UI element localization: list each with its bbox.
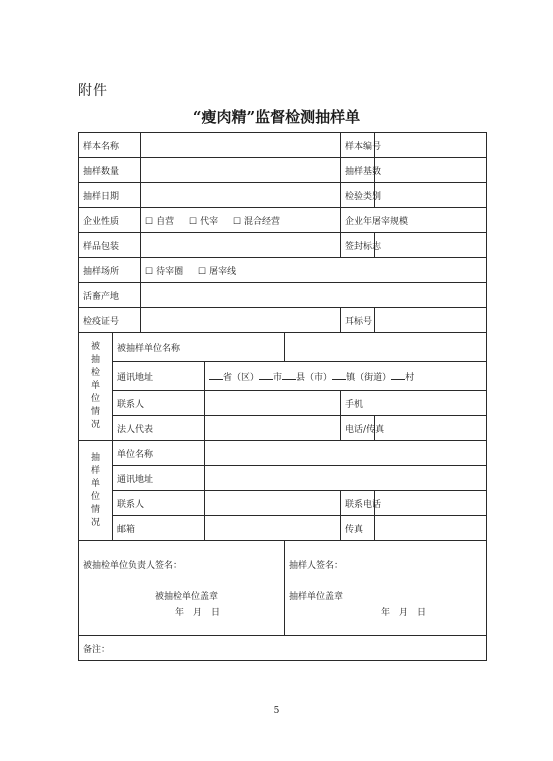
checkbox-icon: ☐	[145, 266, 154, 277]
addr-county: 县（市）	[296, 372, 333, 383]
form-row	[79, 362, 487, 391]
form-row	[79, 391, 487, 416]
self-op-checkbox[interactable]	[145, 217, 174, 227]
phone-fax-label: 电话/传真	[341, 416, 375, 441]
page-number: 5	[273, 706, 280, 716]
form-row	[79, 466, 487, 491]
origin-field[interactable]	[141, 283, 487, 308]
fax-field[interactable]	[375, 516, 487, 541]
ear-tag-label: 耳标号	[341, 308, 375, 333]
sample-id-field[interactable]	[375, 133, 487, 158]
form-row	[79, 333, 487, 362]
remarks-row	[79, 636, 487, 661]
contact-field[interactable]	[205, 391, 341, 416]
contact2-field[interactable]	[205, 491, 341, 516]
form-row	[79, 491, 487, 516]
checkbox-icon: ☐	[145, 216, 154, 227]
postcode-field[interactable]	[205, 516, 341, 541]
mixed-label: 混合经营	[244, 216, 281, 227]
contact2-label: 联系人	[113, 491, 205, 516]
seal-mark-label: 签封标志	[341, 233, 375, 258]
sampled-unit-side-label: 被抽检单位情况	[79, 333, 113, 441]
sample-name-label: 样本名称	[79, 133, 141, 158]
form-row	[79, 283, 487, 308]
form-row	[79, 133, 487, 158]
packaging-label: 样品包装	[79, 233, 141, 258]
agent-checkbox[interactable]	[189, 217, 218, 227]
sampler-signature-cell[interactable]	[285, 541, 487, 636]
annual-scale-label: 企业年屠宰规模	[345, 216, 409, 227]
sample-date-field[interactable]	[141, 183, 341, 208]
form-row	[79, 308, 487, 333]
remarks-cell[interactable]	[79, 636, 487, 661]
form-row	[79, 233, 487, 258]
address2-field[interactable]	[205, 466, 487, 491]
sampled-sign-label: 被抽检单位负责人签名：	[83, 561, 183, 571]
sampled-date: 年 月 日	[175, 608, 221, 618]
addr-city: 市	[273, 372, 283, 383]
line-label: 屠宰线	[209, 266, 237, 277]
form-row	[79, 416, 487, 441]
unit-name-field[interactable]	[205, 441, 487, 466]
line-checkbox[interactable]	[198, 267, 236, 277]
enterprise-type-options	[141, 208, 341, 233]
sampling-form-table	[78, 132, 487, 661]
ear-tag-field[interactable]	[375, 308, 487, 333]
legal-rep-field[interactable]	[205, 416, 341, 441]
sampler-date: 年 月 日	[381, 608, 427, 618]
addr-village: 村	[405, 372, 415, 383]
form-row	[79, 258, 487, 283]
sample-date-label: 抽样日期	[79, 183, 141, 208]
signature-row	[79, 541, 487, 636]
addr-town: 镇（街道）	[346, 372, 392, 383]
test-type-label: 检验类别	[341, 183, 375, 208]
sampler-stamp-label: 抽样单位盖章	[289, 592, 344, 602]
sampler-sign-label: 抽样人签名：	[289, 561, 344, 571]
checkbox-icon: ☐	[197, 266, 207, 277]
sample-place-label: 抽样场所	[79, 258, 141, 283]
remarks-label: 备注：	[83, 644, 111, 655]
form-row	[79, 208, 487, 233]
attachment-label: 附件	[78, 83, 108, 99]
sample-qty-label: 抽样数量	[79, 158, 141, 183]
address2-label: 通讯地址	[113, 466, 205, 491]
phone-fax-field[interactable]	[375, 416, 487, 441]
sampled-signature-cell[interactable]	[79, 541, 285, 636]
pen-label: 待宰圈	[156, 266, 184, 277]
sample-name-field[interactable]	[141, 133, 341, 158]
sampling-unit-side-label: 抽样单位情况	[79, 441, 113, 541]
sampled-unit-name-field[interactable]	[285, 333, 487, 362]
sample-base-field[interactable]	[375, 158, 487, 183]
page-title: “瘦肉精”监督检测抽样单	[192, 108, 361, 126]
contact-phone-label: 联系电话	[341, 491, 375, 516]
pen-checkbox[interactable]	[145, 267, 183, 277]
contact-phone-field[interactable]	[375, 491, 487, 516]
mixed-checkbox[interactable]	[233, 217, 280, 227]
seal-mark-field[interactable]	[375, 233, 487, 258]
quarantine-no-field[interactable]	[141, 308, 341, 333]
sampled-stamp-label: 被抽检单位盖章	[155, 592, 219, 602]
packaging-field[interactable]	[141, 233, 341, 258]
address-label: 通讯地址	[113, 362, 205, 391]
sample-base-label: 抽样基数	[341, 158, 375, 183]
checkbox-icon: ☐	[188, 216, 198, 227]
sample-place-options	[141, 258, 487, 283]
contact-label: 联系人	[113, 391, 205, 416]
form-row	[79, 158, 487, 183]
checkbox-icon: ☐	[232, 216, 242, 227]
postcode-label: 邮箱	[113, 516, 205, 541]
self-op-label: 自营	[156, 216, 175, 227]
agent-label: 代宰	[200, 216, 219, 227]
form-row	[79, 516, 487, 541]
addr-province: 省（区）	[223, 372, 260, 383]
mobile-label: 手机	[345, 399, 364, 410]
quarantine-no-label: 检疫证号	[79, 308, 141, 333]
legal-rep-label: 法人代表	[113, 416, 205, 441]
form-row	[79, 183, 487, 208]
test-type-field[interactable]	[375, 183, 487, 208]
enterprise-type-label: 企业性质	[79, 208, 141, 233]
form-row	[79, 441, 487, 466]
sampled-unit-name-label: 被抽样单位名称	[113, 333, 285, 362]
sample-qty-field[interactable]	[141, 158, 341, 183]
address-field[interactable]	[205, 362, 487, 391]
unit-name-label: 单位名称	[113, 441, 205, 466]
origin-label: 活畜产地	[79, 283, 141, 308]
annual-scale-cell[interactable]	[341, 208, 487, 233]
sample-id-label: 样本编号	[341, 133, 375, 158]
fax-label: 传真	[341, 516, 375, 541]
mobile-cell[interactable]	[341, 391, 487, 416]
